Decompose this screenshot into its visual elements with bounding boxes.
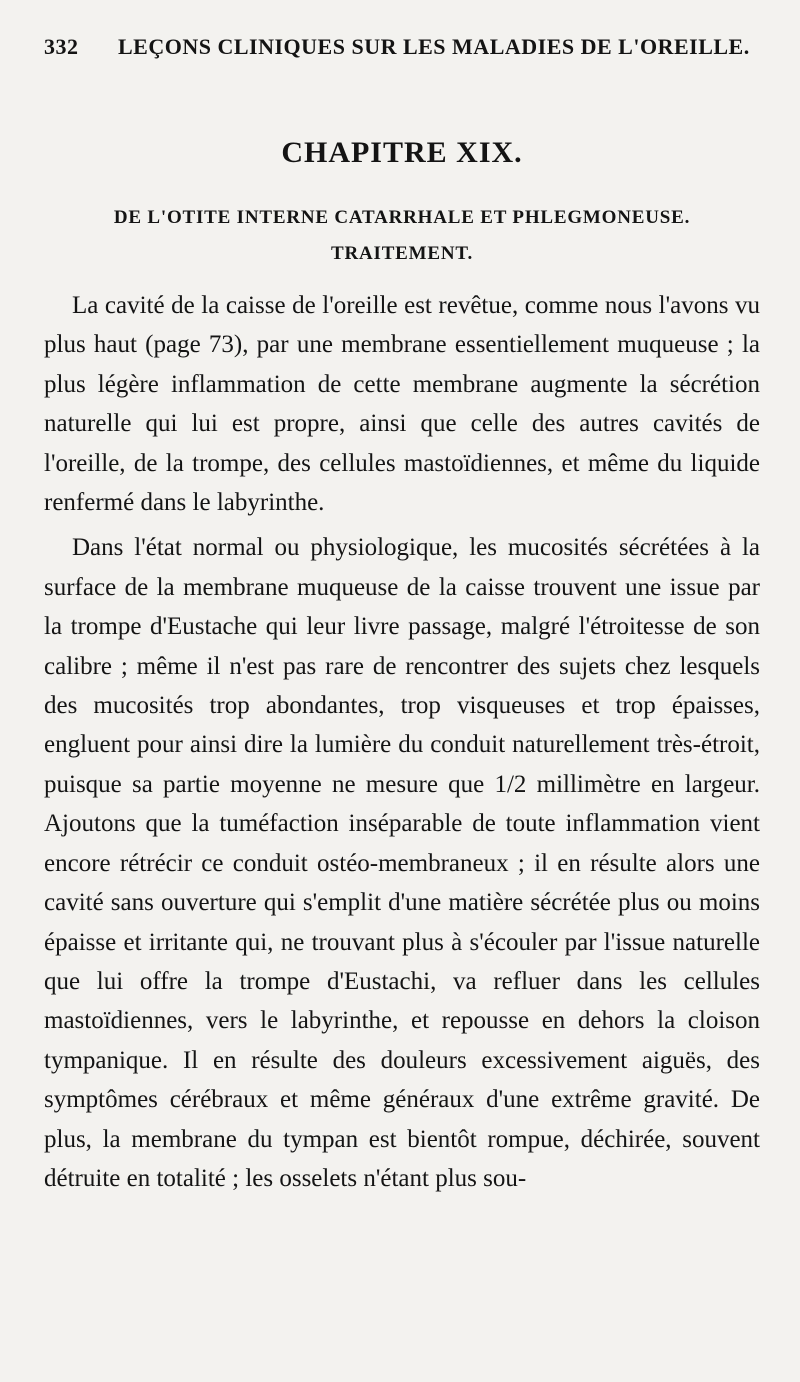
body-text — [44, 286, 760, 1198]
chapter-title: CHAPITRE XIX. — [281, 136, 523, 169]
running-title: LEÇONS CLINIQUES SUR LES MALADIES DE L'OREILLE. — [118, 34, 750, 59]
section-title: TRAITEMENT. — [331, 243, 473, 264]
chapter-subtitle: DE L'OTITE INTERNE CATARRHALE ET PHLEGMONEUSE. — [113, 207, 691, 228]
running-header — [44, 34, 760, 74]
paragraph-2: Dans l'état normal ou physiologique, les mucosités sécrétées à la surface de la membrane muqueuse de la caisse trouvent une issue par la trompe d'Eustache qui leur livre passage, malgré l'étroitesse de son calibre ; même il n'est pas rare de rencontrer des sujets chez lesquels des mucosités trop abondantes, trop visqueuses et trop épaisses, engluent pour ainsi dire la lumière du conduit naturellement très-étroit, puisque sa partie moyenne ne mesure que 1/2 millimètre en largeur. Ajoutons que la tuméfaction inséparable de toute inflammation vient encore rétrécir ce conduit ostéo-membraneux ; il en résulte alors une cavité sans ouverture qui s'emplit d'une matière sécrétée plus ou moins épaisse et irritante qui, ne trouvant plus à s'écouler par l'issue naturelle que lui offre la trompe d'Eustachi, va refluer dans les cellules mastoïdiennes, vers le labyrinthe, et repousse en dehors la cloison tympanique. Il en résulte des douleurs excessivement aiguës, des symptômes cérébraux et même généraux d'une extrême gravité. De plus, la membrane du tympan est bientôt rompue, déchirée, souvent détruite en totalité ; les osselets n'étant plus sou- — [44, 534, 760, 1192]
page-number: 332 — [44, 34, 79, 59]
paragraph-1: La cavité de la caisse de l'oreille est revêtue, comme nous l'avons vu plus haut (page 73), par une membrane essentiellement muqueuse ; la plus légère inflammation de cette membrane augmente la sécrétion naturelle qui lui est propre, ainsi que celle des autres cavités de l'oreille, de la trompe, des cellules mastoïdiennes, et même du liquide renfermé dans le labyrinthe. — [44, 292, 760, 517]
